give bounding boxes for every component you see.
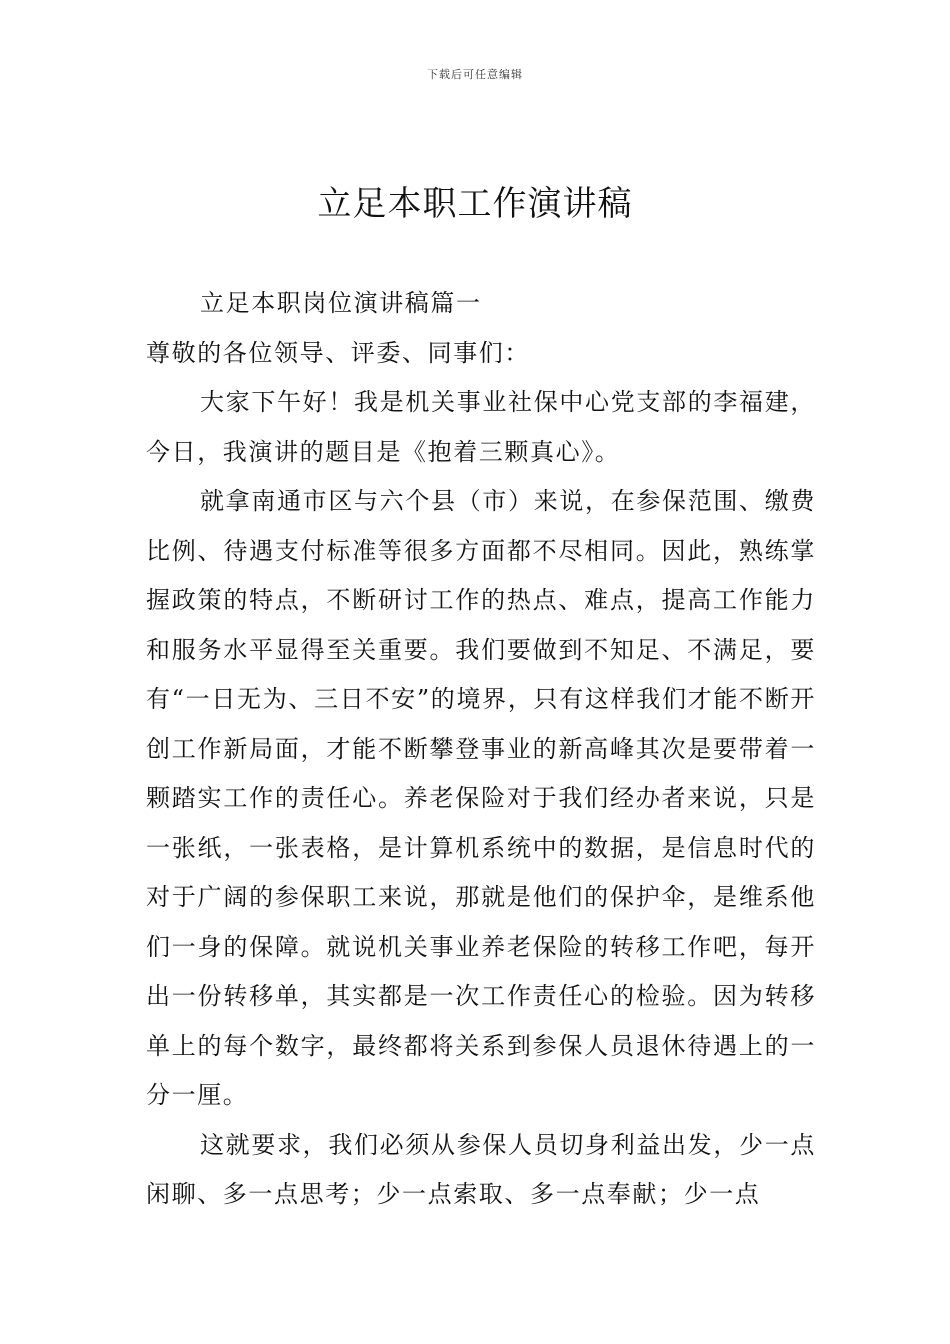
document-body xyxy=(146,279,816,1220)
page-title: 立足本职工作演讲稿 xyxy=(317,184,633,224)
salutation: 尊敬的各位领导、评委、同事们： xyxy=(146,338,530,367)
section-heading: 立足本职岗位演讲稿篇一 xyxy=(200,289,482,317)
paragraph-3: 这就要求，我们必须从参保人员切身利益出发，少一点闲聊、多一点思考；少一点索取、多一点奉献；少一点 xyxy=(146,1130,816,1208)
header-note: 下载后可任意编辑 xyxy=(427,68,523,81)
paragraph-1: 大家下午好！我是机关事业社保中心党支部的李福建，今日，我演讲的题目是《抱着三颗真心》。 xyxy=(146,388,816,466)
paragraph-2: 就拿南通市区与六个县（市）来说，在参保范围、缴费比例、待遇支付标准等很多方面都不尽相同。因此，熟练掌握政策的特点，不断研讨工作的热点、难点，提高工作能力和服务水平显得至关重要。我们要做到不知足、不满足，要有“一日无为、三日不安”的境界，只有这样我们才能不断开创工作新局面，才能不断攀登事业的新高峰其次是要带着一颗踏实工作的责任心。养老保险对于我们经办者来说，只是一张纸，一张表格，是计算机系统中的数据，是信息时代的对于广阔的参保职工来说，那就是他们的保护伞，是维系他们一身的保障。就说机关事业养老保险的转移工作吧，每开出一份转移单，其实都是一次工作责任心的检验。因为转移单上的每个数字，最终都将关系到参保人员退休待遇上的一分一厘。 xyxy=(146,487,816,1109)
